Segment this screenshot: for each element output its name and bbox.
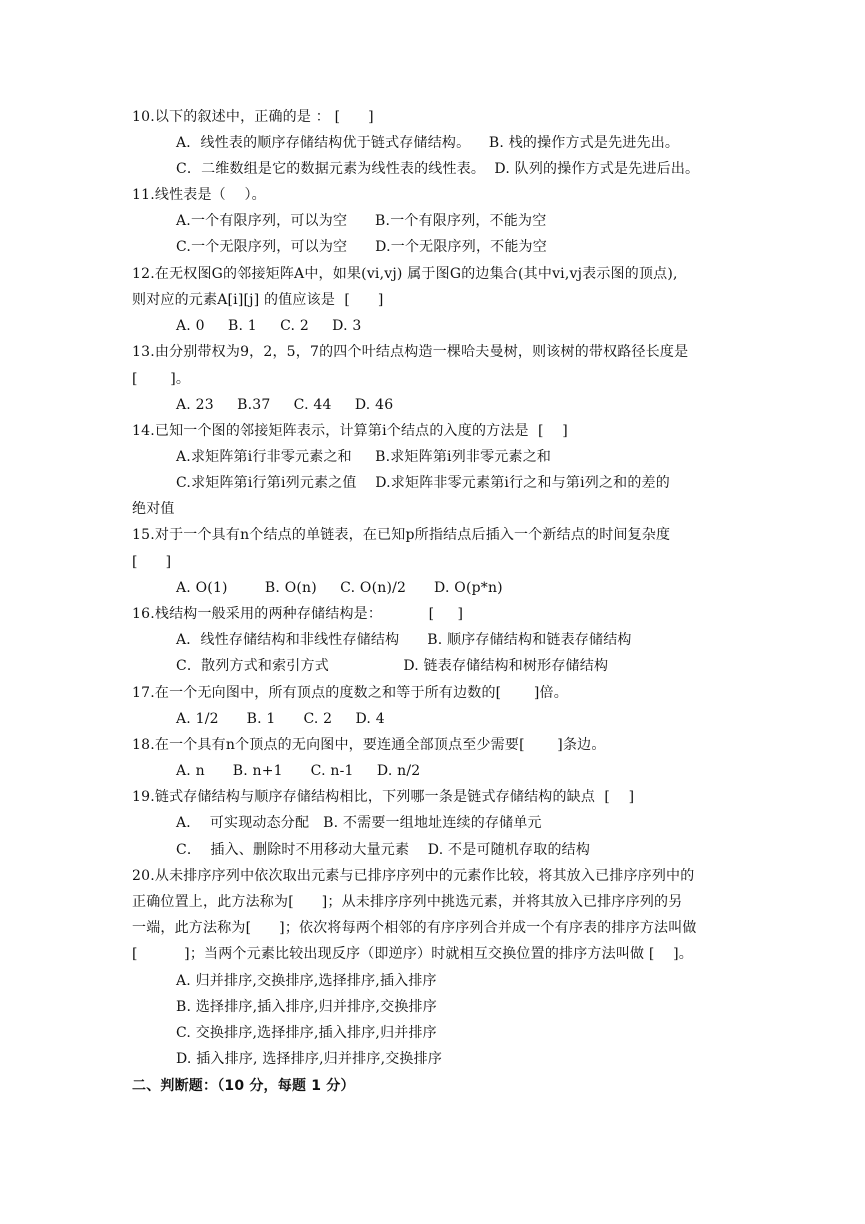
- option-line: A． 可实现动态分配 B. 不需要一组地址连续的存储单元: [176, 815, 542, 831]
- option-line: C.一个无限序列，可以为空 D.一个无限序列，不能为空: [176, 239, 547, 255]
- option-line: A. 1/2 B. 1 C. 2 D. 4: [176, 711, 385, 727]
- question-14: 14.已知一个图的邻接矩阵表示，计算第i个结点的入度的方法是 [ ]: [132, 423, 568, 439]
- question-17: 17.在一个无向图中，所有顶点的度数之和等于所有边数的[ ]倍。: [132, 685, 568, 701]
- question-13-cont: [ ]。: [132, 371, 191, 387]
- question-16: 16.栈结构一般采用的两种存储结构是： [ ]: [132, 606, 464, 622]
- question-20-cont: [ ]；当两个元素比较出现反序（即逆序）时就相互交换位置的排序方法叫做 [ ]。: [132, 946, 693, 962]
- option-line: D. 插入排序, 选择排序,归并排序,交换排序: [176, 1051, 443, 1067]
- option-line: B. 选择排序,插入排序,归并排序,交换排序: [176, 999, 437, 1015]
- option-line: A．线性表的顺序存储结构优于链式存储结构。 B. 栈的操作方式是先进先出。: [176, 135, 680, 151]
- question-15-cont: [ ]: [132, 554, 172, 570]
- question-13: 13.由分别带权为9，2，5，7的四个叶结点构造一棵哈夫曼树，则该树的带权路径长度是: [132, 344, 689, 360]
- question-12-cont: 则对应的元素A[i][j] 的值应该是 [ ]: [132, 292, 384, 308]
- question-11: 11.线性表是（ ）。: [132, 187, 266, 203]
- question-12: 12.在无权图G的邻接矩阵A中，如果(vi,vj) 属于图G的边集合(其中vi,vj表示图的顶点),: [132, 266, 678, 282]
- option-line: A. 23 B.37 C. 44 D. 46: [176, 397, 394, 413]
- option-line: C.求矩阵第i行第i列元素之值 D.求矩阵非零元素第i行之和与第i列之和的差的: [176, 475, 670, 491]
- question-20-cont: 正确位置上，此方法称为[ ]；从未排序序列中挑选元素，并将其放入已排序序列的另: [132, 894, 683, 910]
- question-18: 18.在一个具有n个顶点的无向图中，要连通全部顶点至少需要[ ]条边。: [132, 737, 606, 753]
- question-20: 20.从未排序序列中依次取出元素与已排序序列中的元素作比较，将其放入已排序序列中的: [132, 868, 695, 884]
- option-line: A. O(1) B. O(n) C. O(n)/2 D. O(p*n): [176, 580, 503, 596]
- question-19: 19.链式存储结构与顺序存储结构相比，下列哪一条是链式存储结构的缺点 [ ]: [132, 789, 635, 805]
- option-line-cont: 绝对值: [132, 501, 175, 517]
- option-line: C．散列方式和索引方式 D. 链表存储结构和树形存储结构: [176, 658, 609, 674]
- option-line: A．线性存储结构和非线性存储结构 B. 顺序存储结构和链表存储结构: [176, 632, 632, 648]
- question-10: 10.以下的叙述中，正确的是 ： [ ]: [132, 109, 374, 125]
- option-line: A. n B. n+1 C. n-1 D. n/2: [176, 763, 421, 779]
- option-line: A. 归并排序,交换排序,选择排序,插入排序: [176, 973, 437, 989]
- option-line: C． 插入、删除时不用移动大量元素 D. 不是可随机存取的结构: [176, 842, 591, 858]
- question-20-cont: 一端，此方法称为[ ]；依次将每两个相邻的有序序列合并成一个有序表的排序方法叫做: [132, 920, 697, 936]
- option-line: A. 0 B. 1 C. 2 D. 3: [176, 318, 362, 334]
- option-line: C. 交换排序,选择排序,插入排序,归并排序: [176, 1025, 437, 1041]
- option-line: A.一个有限序列，可以为空 B.一个有限序列，不能为空: [176, 213, 547, 229]
- question-15: 15.对于一个具有n个结点的单链表，在已知p所指结点后插入一个新结点的时间复杂度: [132, 527, 671, 543]
- option-line: A.求矩阵第i行非零元素之和 B.求矩阵第i列非零元素之和: [176, 449, 552, 465]
- option-line: C．二维数组是它的数据元素为线性表的线性表。 D. 队列的操作方式是先进后出。: [176, 161, 700, 177]
- section-heading: 二、判断题：（10 分，每题 1 分）: [132, 1078, 355, 1094]
